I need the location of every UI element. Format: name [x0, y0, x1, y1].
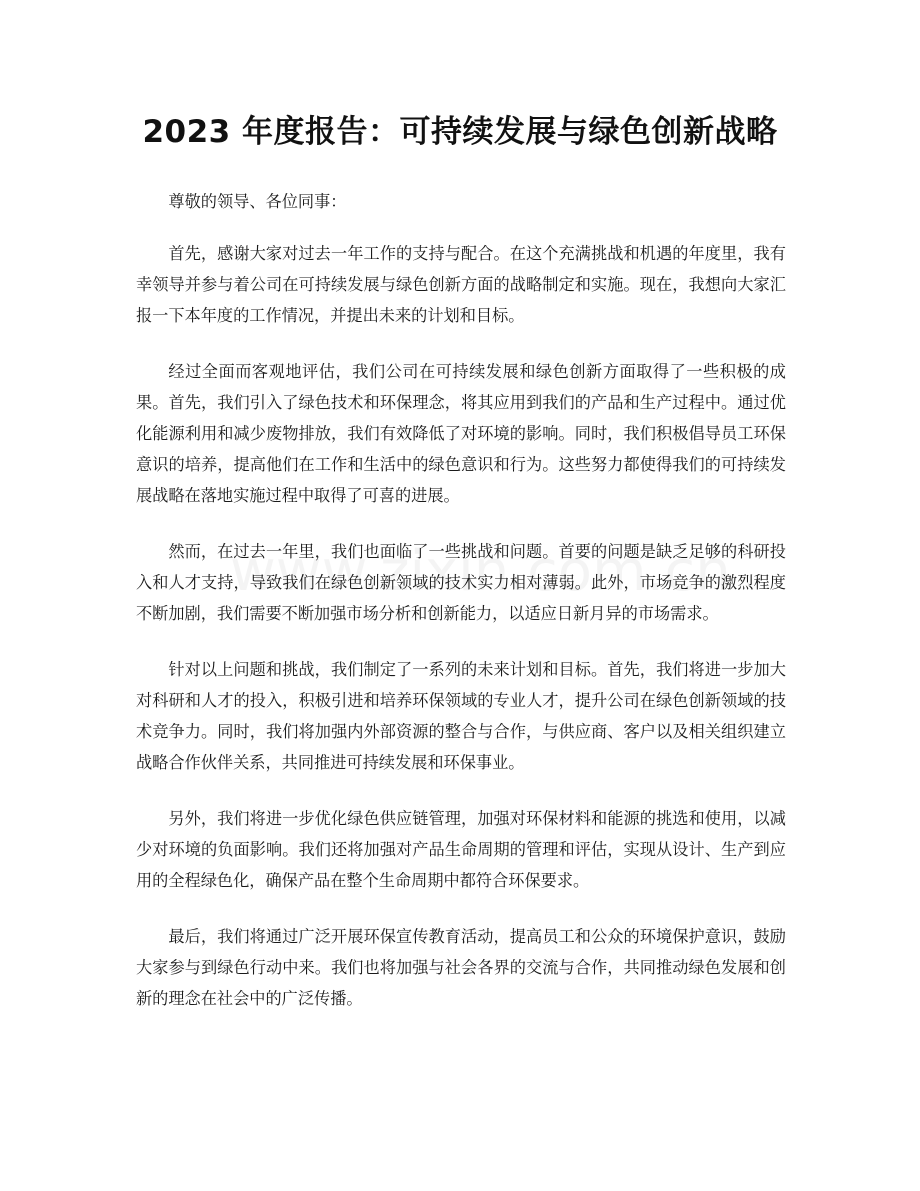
paragraph-3: 然而，在过去一年里，我们也面临了一些挑战和问题。首要的问题是缺乏足够的科研投入和人才支持，导致我们在绿色创新领域的技术实力相对薄弱。此外，市场竞争的激烈程度不断加剧，我们需要不断加强市场分析和创新能力，以适应日新月异的市场需求。	[136, 542, 786, 623]
paragraph-6: 最后，我们将通过广泛开展环保宣传教育活动，提高员工和公众的环境保护意识，鼓励大家参与到绿色行动中来。我们也将加强与社会各界的交流与合作，共同推动绿色发展和创新的理念在社会中的广泛传播。	[136, 927, 786, 1008]
paragraph-2: 经过全面而客观地评估，我们公司在可持续发展和绿色创新方面取得了一些积极的成果。首先，我们引入了绿色技术和环保理念，将其应用到我们的产品和生产过程中。通过优化能源利用和减少废物排放，我们有效降低了对环境的影响。同时，我们积极倡导员工环保意识的培养，提高他们在工作和生活中的绿色意识和行为。这些努力都使得我们的可持续发展战略在落地实施过程中取得了可喜的进展。	[136, 362, 786, 505]
paragraph-5: 另外，我们将进一步优化绿色供应链管理，加强对环保材料和能源的挑选和使用，以减少对环境的负面影响。我们还将加强对产品生命周期的管理和评估，实现从设计、生产到应用的全程绿色化，确保产品在整个生命周期中都符合环保要求。	[136, 809, 786, 890]
paragraph-4: 针对以上问题和挑战，我们制定了一系列的未来计划和目标。首先，我们将进一步加大对科研和人才的投入，积极引进和培养环保领域的专业人才，提升公司在绿色创新领域的技术竞争力。同时，我们将加强内外部资源的整合与合作，与供应商、客户以及相关组织建立战略合作伙伴关系，共同推进可持续发展和环保事业。	[136, 660, 786, 772]
greeting: 尊敬的领导、各位同事：	[168, 192, 347, 211]
document-body	[136, 186, 786, 1039]
paragraph-1: 首先，感谢大家对过去一年工作的支持与配合。在这个充满挑战和机遇的年度里，我有幸领导并参与着公司在可持续发展与绿色创新方面的战略制定和实施。现在，我想向大家汇报一下本年度的工作情况，并提出未来的计划和目标。	[136, 244, 786, 325]
document-title: 2023 年度报告：可持续发展与绿色创新战略	[142, 114, 778, 150]
